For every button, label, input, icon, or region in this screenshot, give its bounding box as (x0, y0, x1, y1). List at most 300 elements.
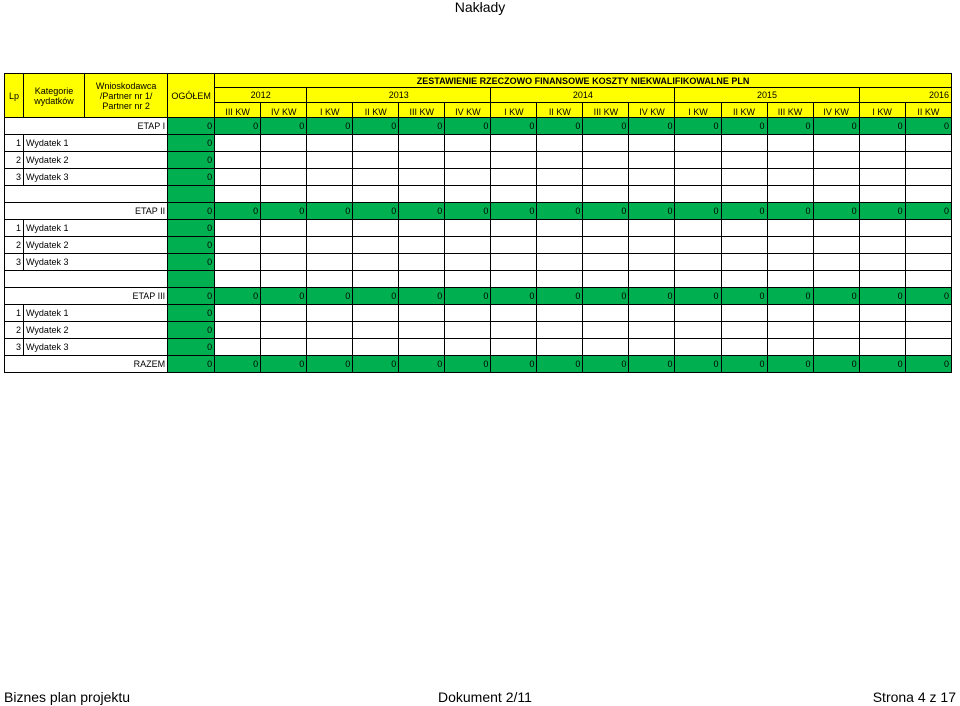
section-value: 0 (721, 118, 767, 135)
expense-value-cell (675, 339, 721, 356)
expense-value-cell (675, 305, 721, 322)
spacer-cell (491, 186, 537, 203)
razem-value: 0 (353, 356, 399, 373)
expense-value-cell (859, 322, 905, 339)
expense-value-cell (261, 305, 307, 322)
section-value: 0 (583, 118, 629, 135)
quarter-header: III KW (399, 103, 445, 118)
year-header: 2012 (215, 88, 307, 103)
expense-value-cell (445, 305, 491, 322)
expense-lp: 1 (5, 305, 24, 322)
section-value: 0 (813, 118, 859, 135)
expense-value-cell (767, 237, 813, 254)
expense-value-cell (353, 305, 399, 322)
expense-value-cell (583, 237, 629, 254)
expense-value-cell (307, 339, 353, 356)
expense-row (5, 135, 952, 152)
expense-value-cell (353, 237, 399, 254)
section-value: 0 (261, 118, 307, 135)
expense-value-cell (215, 322, 261, 339)
section-label: ETAP III (5, 288, 168, 305)
section-value: 0 (537, 118, 583, 135)
expense-value-cell (307, 254, 353, 271)
section-value: 0 (307, 118, 353, 135)
section-row (5, 118, 952, 135)
section-value: 0 (491, 118, 537, 135)
expense-value-cell (215, 254, 261, 271)
expense-value-cell (905, 135, 951, 152)
expense-value-cell (215, 339, 261, 356)
spacer-cell (813, 271, 859, 288)
spacer-row (5, 186, 952, 203)
spacer-cell (261, 271, 307, 288)
quarter-header: IV KW (445, 103, 491, 118)
expense-value-cell (445, 254, 491, 271)
section-value: 0 (675, 118, 721, 135)
expense-value-cell (537, 169, 583, 186)
spacer-cell (445, 271, 491, 288)
section-value: 0 (537, 203, 583, 220)
quarter-header: III KW (767, 103, 813, 118)
section-value: 0 (583, 288, 629, 305)
spacer-cell (537, 271, 583, 288)
quarter-header: IV KW (813, 103, 859, 118)
section-value: 0 (583, 203, 629, 220)
expense-total: 0 (168, 135, 215, 152)
header-lp: Lp (5, 74, 24, 118)
expense-value-cell (307, 237, 353, 254)
expense-total: 0 (168, 322, 215, 339)
quarter-header: II KW (353, 103, 399, 118)
section-value: 0 (905, 118, 951, 135)
expense-value-cell (307, 220, 353, 237)
quarter-header: III KW (583, 103, 629, 118)
expense-value-cell (261, 220, 307, 237)
quarter-header: I KW (307, 103, 353, 118)
section-value: 0 (399, 118, 445, 135)
expense-lp: 2 (5, 152, 24, 169)
spacer-cell (399, 186, 445, 203)
expense-value-cell (859, 220, 905, 237)
footer-document-label: Dokument 2/11 (438, 689, 532, 705)
expense-name: Wydatek 1 (24, 220, 168, 237)
expense-value-cell (675, 135, 721, 152)
expense-value-cell (767, 135, 813, 152)
section-value: 0 (307, 288, 353, 305)
section-value: 0 (859, 203, 905, 220)
expense-row (5, 322, 952, 339)
expense-row (5, 220, 952, 237)
section-value: 0 (445, 203, 491, 220)
spacer-cell (5, 271, 168, 288)
razem-value: 0 (767, 356, 813, 373)
year-header: 2016 (859, 88, 951, 103)
expense-value-cell (675, 237, 721, 254)
expense-value-cell (307, 169, 353, 186)
razem-value: 0 (721, 356, 767, 373)
footer-page-number: Strona 4 z 17 (872, 689, 956, 705)
spacer-cell (5, 186, 168, 203)
expense-value-cell (813, 305, 859, 322)
expense-value-cell (813, 339, 859, 356)
expense-value-cell (905, 169, 951, 186)
expense-name: Wydatek 2 (24, 322, 168, 339)
expense-value-cell (491, 169, 537, 186)
expense-value-cell (813, 322, 859, 339)
razem-value: 0 (307, 356, 353, 373)
spacer-cell (905, 271, 951, 288)
expense-value-cell (399, 339, 445, 356)
spacer-cell (353, 186, 399, 203)
expense-value-cell (399, 237, 445, 254)
expense-value-cell (307, 135, 353, 152)
expense-value-cell (767, 169, 813, 186)
expense-value-cell (445, 220, 491, 237)
expense-value-cell (675, 220, 721, 237)
expense-lp: 1 (5, 135, 24, 152)
section-total: 0 (168, 203, 215, 220)
expense-value-cell (859, 169, 905, 186)
expense-value-cell (859, 152, 905, 169)
section-value: 0 (307, 203, 353, 220)
expense-value-cell (583, 254, 629, 271)
expense-value-cell (261, 169, 307, 186)
section-total: 0 (168, 288, 215, 305)
expense-value-cell (491, 135, 537, 152)
expense-name: Wydatek 2 (24, 237, 168, 254)
spacer-cell (675, 271, 721, 288)
expense-total: 0 (168, 254, 215, 271)
year-header: 2015 (675, 88, 859, 103)
header-title-row (5, 74, 952, 88)
expense-value-cell (537, 254, 583, 271)
expense-value-cell (399, 169, 445, 186)
expense-value-cell (537, 237, 583, 254)
expense-value-cell (583, 169, 629, 186)
razem-value: 0 (813, 356, 859, 373)
expense-value-cell (353, 322, 399, 339)
expense-value-cell (215, 169, 261, 186)
spacer-cell (215, 271, 261, 288)
section-label: ETAP II (5, 203, 168, 220)
section-value: 0 (215, 118, 261, 135)
table-body (5, 118, 952, 373)
section-value: 0 (675, 203, 721, 220)
razem-value: 0 (629, 356, 675, 373)
expense-value-cell (583, 305, 629, 322)
table-title: ZESTAWIENIE RZECZOWO FINANSOWE KOSZTY NIEKWALIFIKOWALNE PLN (215, 74, 952, 88)
expense-value-cell (675, 322, 721, 339)
expense-total: 0 (168, 339, 215, 356)
expense-name: Wydatek 1 (24, 135, 168, 152)
expense-value-cell (583, 322, 629, 339)
spacer-total-cell (168, 271, 215, 288)
expense-value-cell (445, 135, 491, 152)
expense-name: Wydatek 3 (24, 339, 168, 356)
expense-value-cell (353, 135, 399, 152)
quarter-header: I KW (859, 103, 905, 118)
section-value: 0 (261, 288, 307, 305)
spacer-cell (859, 186, 905, 203)
page-title: Nakłady (454, 0, 506, 15)
expense-row (5, 169, 952, 186)
section-value: 0 (215, 203, 261, 220)
expense-value-cell (399, 305, 445, 322)
expense-row (5, 254, 952, 271)
expense-value-cell (353, 220, 399, 237)
expense-value-cell (261, 237, 307, 254)
expense-lp: 2 (5, 322, 24, 339)
expense-value-cell (537, 305, 583, 322)
quarter-header: II KW (537, 103, 583, 118)
expense-value-cell (629, 339, 675, 356)
spacer-cell (583, 271, 629, 288)
section-value: 0 (491, 203, 537, 220)
expense-value-cell (767, 254, 813, 271)
expense-value-cell (445, 152, 491, 169)
expense-value-cell (445, 339, 491, 356)
expense-total: 0 (168, 305, 215, 322)
expense-value-cell (721, 169, 767, 186)
year-header: 2013 (307, 88, 491, 103)
expense-row (5, 305, 952, 322)
expense-value-cell (813, 220, 859, 237)
expense-value-cell (629, 305, 675, 322)
expense-value-cell (629, 254, 675, 271)
expense-value-cell (215, 220, 261, 237)
expense-value-cell (813, 152, 859, 169)
section-value: 0 (353, 118, 399, 135)
expense-value-cell (261, 322, 307, 339)
expense-value-cell (905, 220, 951, 237)
expense-value-cell (353, 169, 399, 186)
spacer-cell (721, 186, 767, 203)
spacer-cell (491, 271, 537, 288)
expense-value-cell (215, 305, 261, 322)
expense-value-cell (767, 220, 813, 237)
spacer-cell (307, 271, 353, 288)
expense-value-cell (629, 220, 675, 237)
expense-value-cell (721, 220, 767, 237)
expense-value-cell (307, 152, 353, 169)
expense-value-cell (583, 135, 629, 152)
section-value: 0 (859, 288, 905, 305)
razem-value: 0 (905, 356, 951, 373)
expense-value-cell (261, 339, 307, 356)
expense-value-cell (859, 339, 905, 356)
section-value: 0 (261, 203, 307, 220)
expense-value-cell (905, 339, 951, 356)
expense-name: Wydatek 3 (24, 254, 168, 271)
expense-value-cell (537, 152, 583, 169)
quarter-header: II KW (721, 103, 767, 118)
section-total: 0 (168, 118, 215, 135)
year-header: 2014 (491, 88, 675, 103)
section-label: ETAP I (5, 118, 168, 135)
expense-value-cell (445, 322, 491, 339)
expense-total: 0 (168, 169, 215, 186)
expense-lp: 3 (5, 254, 24, 271)
financial-summary-table (4, 73, 952, 373)
expense-value-cell (399, 135, 445, 152)
section-value: 0 (675, 288, 721, 305)
expense-value-cell (399, 220, 445, 237)
expense-value-cell (767, 322, 813, 339)
spacer-cell (399, 271, 445, 288)
expense-value-cell (261, 152, 307, 169)
razem-value: 0 (491, 356, 537, 373)
section-value: 0 (813, 203, 859, 220)
spacer-cell (905, 186, 951, 203)
section-value: 0 (445, 118, 491, 135)
spacer-total-cell (168, 186, 215, 203)
section-value: 0 (767, 288, 813, 305)
expense-value-cell (721, 322, 767, 339)
expense-value-cell (859, 305, 905, 322)
spacer-cell (721, 271, 767, 288)
expense-value-cell (767, 305, 813, 322)
section-value: 0 (905, 203, 951, 220)
expense-value-cell (537, 135, 583, 152)
expense-value-cell (353, 152, 399, 169)
expense-value-cell (537, 339, 583, 356)
expense-name: Wydatek 1 (24, 305, 168, 322)
spacer-row (5, 271, 952, 288)
section-value: 0 (399, 288, 445, 305)
section-value: 0 (629, 203, 675, 220)
expense-value-cell (491, 339, 537, 356)
expense-value-cell (353, 254, 399, 271)
section-value: 0 (629, 288, 675, 305)
expense-value-cell (491, 220, 537, 237)
razem-row (5, 356, 952, 373)
expense-value-cell (721, 339, 767, 356)
expense-value-cell (537, 220, 583, 237)
section-value: 0 (445, 288, 491, 305)
expense-value-cell (721, 305, 767, 322)
section-value: 0 (629, 118, 675, 135)
section-value: 0 (353, 203, 399, 220)
section-value: 0 (721, 288, 767, 305)
expense-value-cell (445, 237, 491, 254)
expense-value-cell (399, 322, 445, 339)
expense-value-cell (629, 322, 675, 339)
spacer-cell (629, 271, 675, 288)
razem-label: RAZEM (5, 356, 168, 373)
footer-project-label: Biznes plan projektu (4, 689, 131, 705)
expense-value-cell (629, 169, 675, 186)
spacer-cell (307, 186, 353, 203)
header-kategorie: Kategorie wydatków (24, 74, 85, 118)
expense-name: Wydatek 3 (24, 169, 168, 186)
expense-value-cell (721, 237, 767, 254)
quarter-header: I KW (491, 103, 537, 118)
expense-value-cell (491, 305, 537, 322)
expense-value-cell (215, 135, 261, 152)
quarter-header: III KW (215, 103, 261, 118)
expense-value-cell (859, 135, 905, 152)
section-value: 0 (353, 288, 399, 305)
header-wnioskodawca: Wnioskodawca /Partner nr 1/ Partner nr 2 (85, 74, 168, 118)
section-row (5, 288, 952, 305)
spacer-cell (629, 186, 675, 203)
quarter-header: IV KW (629, 103, 675, 118)
expense-value-cell (905, 152, 951, 169)
header-ogolem: OGÓŁEM (168, 74, 215, 118)
expense-value-cell (905, 254, 951, 271)
razem-value: 0 (445, 356, 491, 373)
expense-value-cell (583, 339, 629, 356)
expense-value-cell (307, 305, 353, 322)
expense-value-cell (675, 254, 721, 271)
expense-value-cell (905, 237, 951, 254)
expense-value-cell (859, 237, 905, 254)
razem-value: 0 (215, 356, 261, 373)
expense-value-cell (813, 135, 859, 152)
section-value: 0 (399, 203, 445, 220)
expense-value-cell (721, 135, 767, 152)
expense-value-cell (813, 237, 859, 254)
expense-value-cell (537, 322, 583, 339)
spacer-cell (767, 271, 813, 288)
razem-value: 0 (675, 356, 721, 373)
quarter-header: IV KW (261, 103, 307, 118)
expense-lp: 3 (5, 169, 24, 186)
expense-value-cell (629, 237, 675, 254)
expense-value-cell (767, 152, 813, 169)
expense-row (5, 237, 952, 254)
expense-row (5, 339, 952, 356)
spacer-cell (445, 186, 491, 203)
expense-value-cell (813, 169, 859, 186)
quarter-header: I KW (675, 103, 721, 118)
expense-value-cell (399, 152, 445, 169)
section-value: 0 (215, 288, 261, 305)
expense-value-cell (629, 135, 675, 152)
expense-value-cell (767, 339, 813, 356)
section-value: 0 (905, 288, 951, 305)
section-value: 0 (721, 203, 767, 220)
expense-value-cell (261, 254, 307, 271)
spacer-cell (813, 186, 859, 203)
section-value: 0 (859, 118, 905, 135)
expense-value-cell (261, 135, 307, 152)
razem-value: 0 (261, 356, 307, 373)
expense-lp: 2 (5, 237, 24, 254)
expense-value-cell (491, 237, 537, 254)
spacer-cell (537, 186, 583, 203)
expense-value-cell (721, 152, 767, 169)
razem-total: 0 (168, 356, 215, 373)
expense-value-cell (813, 254, 859, 271)
section-row (5, 203, 952, 220)
expense-value-cell (583, 152, 629, 169)
section-value: 0 (537, 288, 583, 305)
expense-total: 0 (168, 220, 215, 237)
expense-value-cell (583, 220, 629, 237)
expense-value-cell (215, 152, 261, 169)
expense-value-cell (491, 254, 537, 271)
section-value: 0 (491, 288, 537, 305)
section-value: 0 (813, 288, 859, 305)
spacer-cell (261, 186, 307, 203)
spacer-cell (767, 186, 813, 203)
expense-value-cell (491, 322, 537, 339)
spacer-cell (583, 186, 629, 203)
expense-value-cell (399, 254, 445, 271)
spacer-cell (353, 271, 399, 288)
expense-value-cell (307, 322, 353, 339)
